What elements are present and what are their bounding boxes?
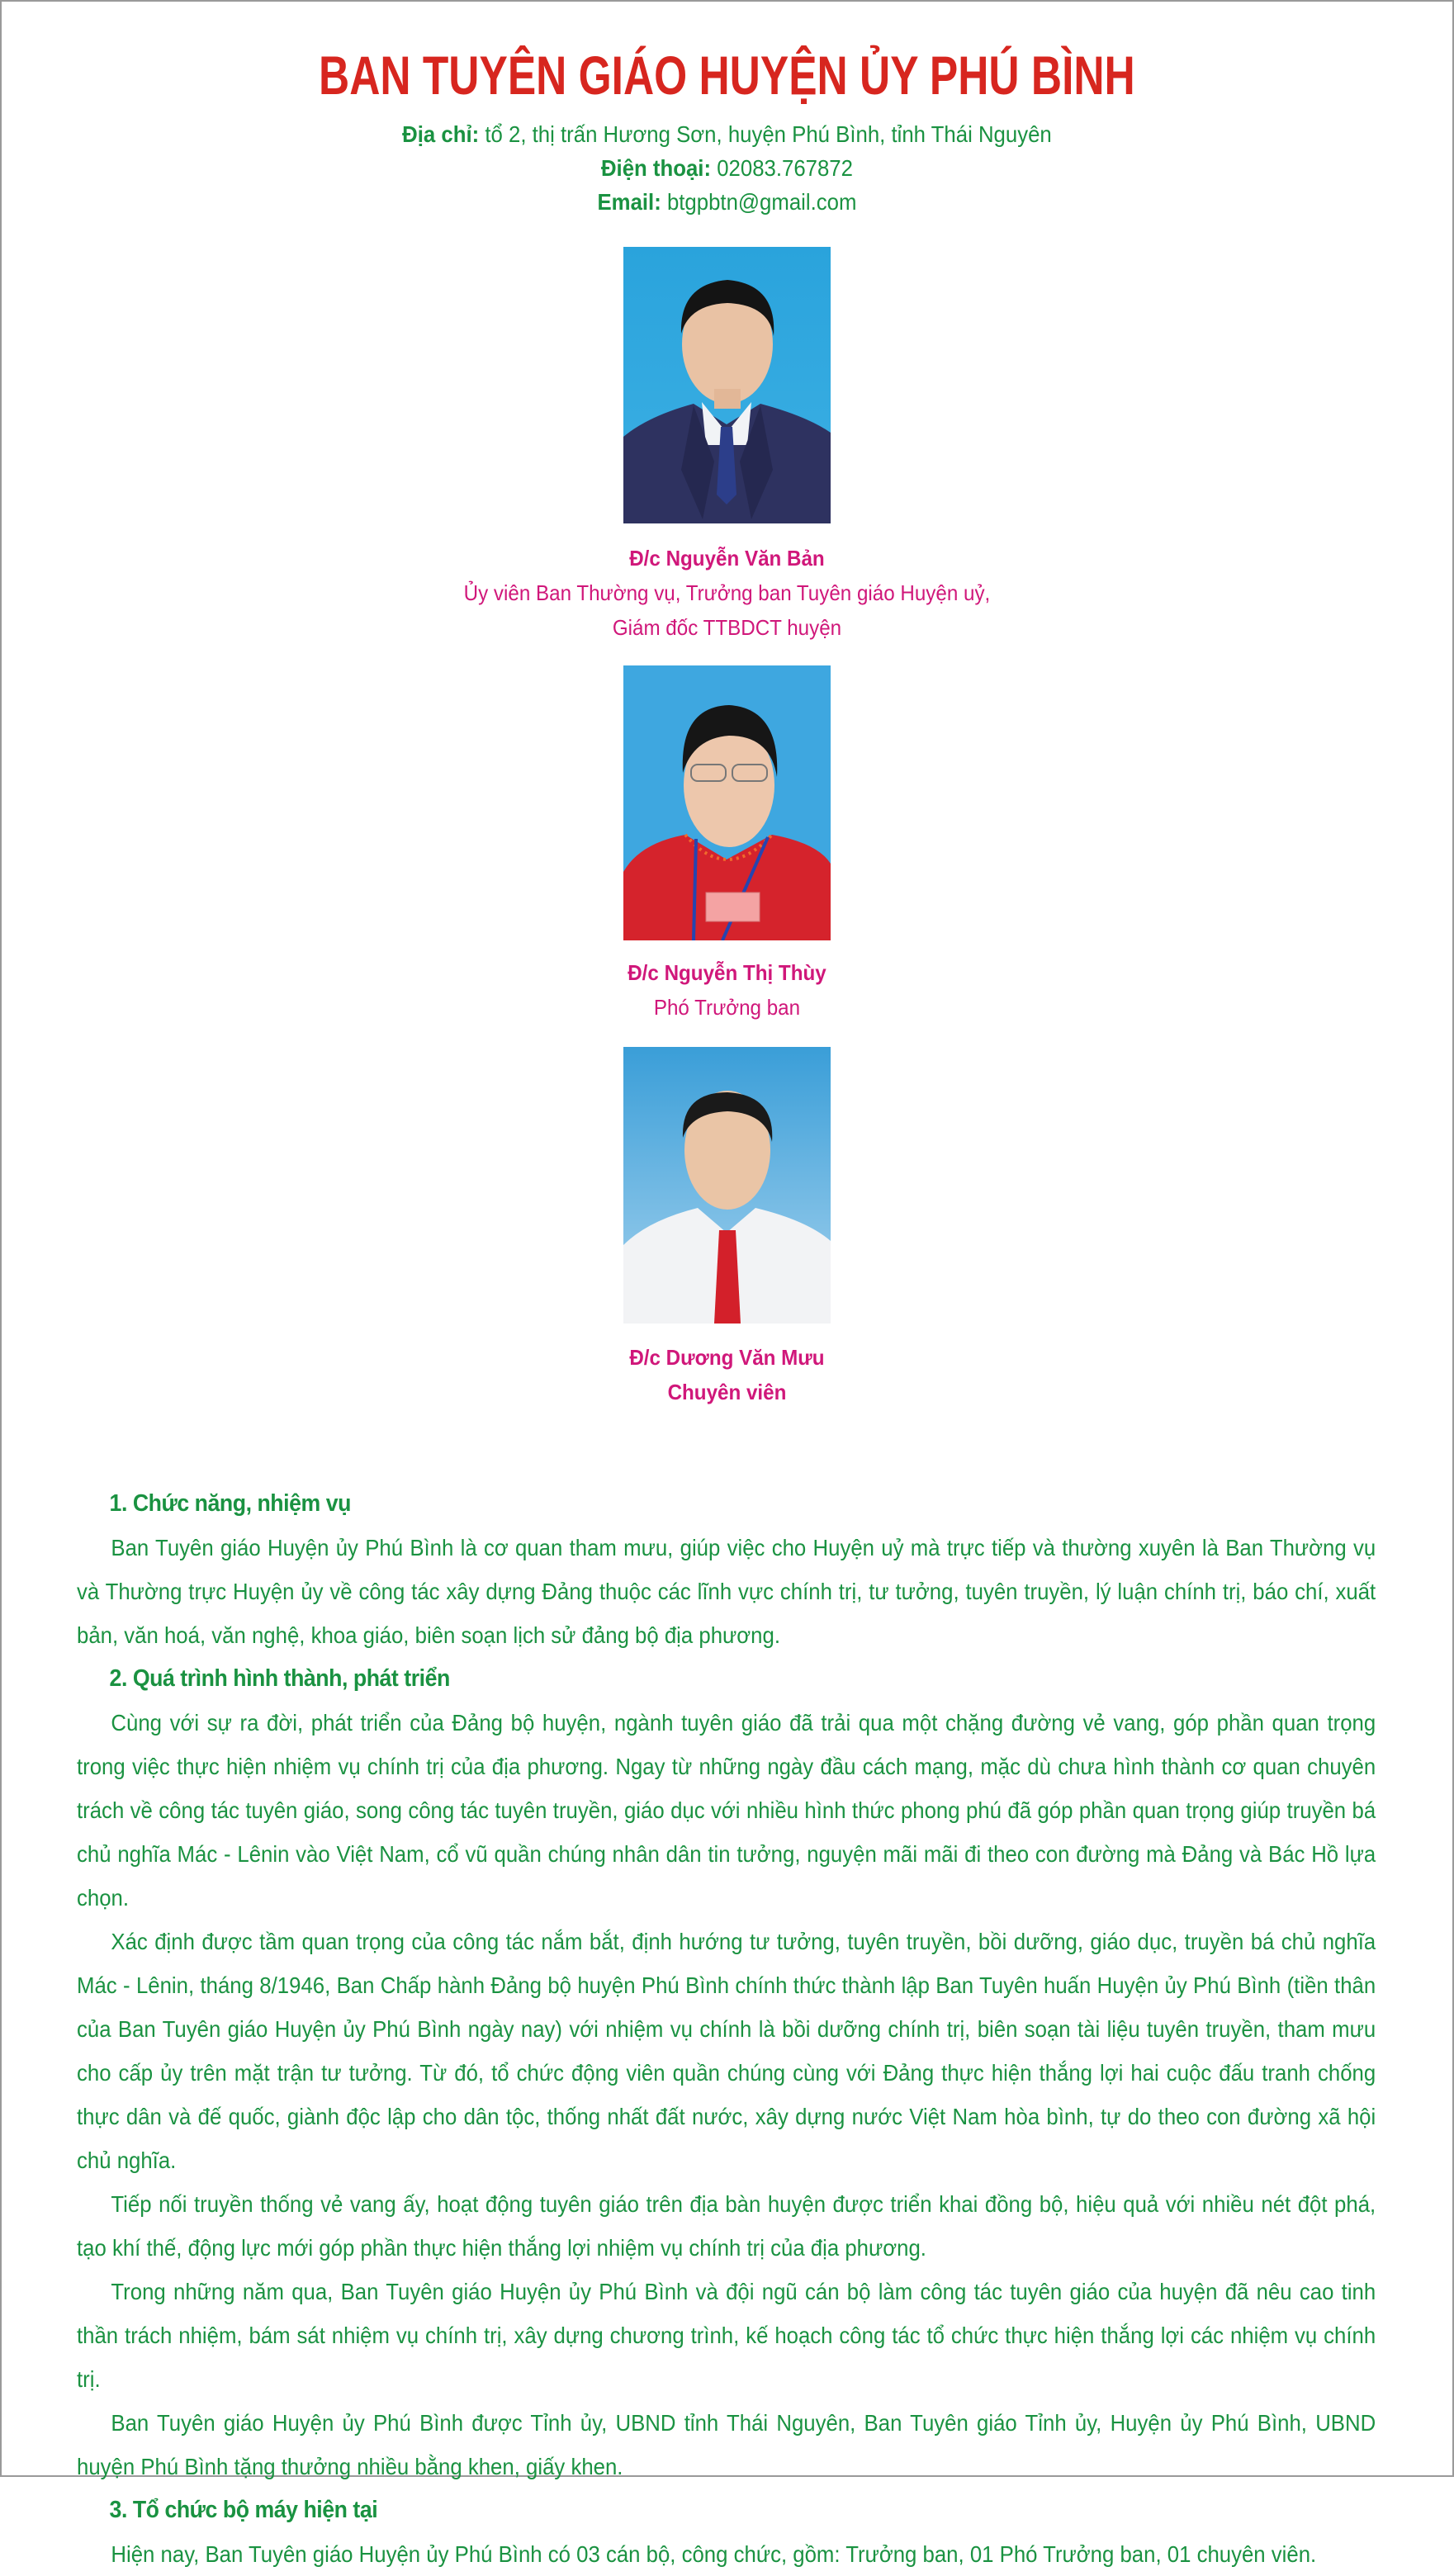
- contact-address: [58, 118, 1395, 151]
- staff-caption-1: [51, 541, 1404, 645]
- phone-value: 02083.767872: [717, 155, 853, 181]
- staff-name: Đ/c Nguyễn Thị Thùy: [628, 960, 826, 985]
- section-heading-1: 1. Chức năng, nhiệm vụ: [109, 1490, 351, 1517]
- staff-photo-2: [623, 665, 831, 940]
- document-body: [77, 1482, 1376, 2576]
- address-label: Địa chỉ:: [402, 121, 480, 147]
- staff-role: Chuyên viên: [667, 1380, 787, 1404]
- section-3-paragraph: Hiện nay, Ban Tuyên giáo Huyện ủy Phú Bình có 03 cán bộ, công chức, gồm: Trưởng ban, 01 Phó Trưởng ban, 01 chuyên viên.: [111, 2541, 1317, 2567]
- staff-photo-3: [623, 1047, 831, 1324]
- section-2-paragraph: Ban Tuyên giáo Huyện ủy Phú Bình được Tỉnh ủy, UBND tỉnh Thái Nguyên, Ban Tuyên giáo Tỉnh ủy, Huyện ủy Phú Bình, UBND huyện Phú Bình tặng thưởng nhiều bằng khen, giấy khen.: [77, 2410, 1376, 2479]
- staff-caption-3: [51, 1340, 1404, 1409]
- section-heading-3: 3. Tổ chức bộ máy hiện tại: [109, 2497, 378, 2523]
- page-title: BAN TUYÊN GIÁO HUYỆN ỦY PHÚ BÌNH: [319, 45, 1135, 106]
- address-value: tổ 2, thị trấn Hương Sơn, huyện Phú Bình, tỉnh Thái Nguyên: [485, 121, 1052, 147]
- section-2-paragraph: Tiếp nối truyền thống vẻ vang ấy, hoạt động tuyên giáo trên địa bàn huyện được triển khai đồng bộ, hiệu quả với nhiều nét đột phá, tạo khí thế, động lực mới góp phần thực hiện thắng lợi nhiệm vụ chính trị của địa phương.: [77, 2191, 1376, 2261]
- portrait-man-red-tie-image: [623, 1047, 831, 1324]
- staff-role: Giám đốc TTBDCT huyện: [612, 615, 842, 640]
- portrait-man-suit-image: [623, 247, 831, 523]
- section-2-paragraph: Cùng với sự ra đời, phát triển của Đảng bộ huyện, ngành tuyên giáo đã trải qua một chặng đường vẻ vang, góp phần quan trọng trong việc thực hiện nhiệm vụ chính trị của địa phương. Ngay từ những ngày đầu cách mạng, mặc dù chưa hình thành cơ quan chuyên trách về công tác tuyên giáo, song công tác tuyên truyền, giáo dục với nhiều hình thức phong phú đã góp phần quan trọng giúp truyền bá chủ nghĩa Mác - Lênin vào Việt Nam, cổ vũ quần chúng nhân dân tin tưởng, nguyện mãi mãi đi theo con đường mà Đảng và Bác Hồ lựa chọn.: [77, 1710, 1376, 1911]
- email-label: Email:: [597, 189, 661, 215]
- section-2-paragraph: Xác định được tầm quan trọng của công tác nắm bắt, định hướng tư tưởng, tuyên truyền, bồi dưỡng, giáo dục, truyền bá chủ nghĩa Mác - Lênin, tháng 8/1946, Ban Chấp hành Đảng bộ huyện Phú Bình chính thức thành lập Ban Tuyên huấn Huyện ủy Phú Bình (tiền thân của Ban Tuyên giáo Huyện ủy Phú Bình ngày nay) với nhiệm vụ chính là bồi dưỡng chính trị, biên soạn tài liệu tuyên truyền, tham mưu cho cấp ủy trên mặt trận tư tưởng. Từ đó, tổ chức động viên quần chúng cùng với Đảng thực hiện thắng lợi hai cuộc đấu tranh chống thực dân và đế quốc, giành độc lập cho dân tộc, thống nhất đất nước, xây dựng nước Việt Nam hòa bình, tự do theo con đường xã hội chủ nghĩa.: [77, 1929, 1376, 2173]
- staff-photo-1: [623, 247, 831, 523]
- portrait-woman-red-image: [623, 665, 831, 940]
- staff-role: Ủy viên Ban Thường vụ, Trưởng ban Tuyên giáo Huyện uỷ,: [463, 580, 991, 605]
- staff-caption-2: [51, 955, 1404, 1025]
- staff-role: Phó Trưởng ban: [653, 995, 801, 1020]
- section-heading-2: 2. Quá trình hình thành, phát triển: [109, 1665, 450, 1692]
- contact-email: [58, 186, 1395, 219]
- phone-label: Điện thoại:: [600, 155, 712, 181]
- section-2-paragraph: Trong những năm qua, Ban Tuyên giáo Huyện ủy Phú Bình và đội ngũ cán bộ làm công tác tuyên giáo của huyện đã nêu cao tinh thần trách nhiệm, bám sát nhiệm vụ chính trị, xây dựng chương trình, kế hoạch công tác tổ chức thực hiện thắng lợi các nhiệm vụ chính trị.: [77, 2279, 1376, 2392]
- contact-phone: [58, 152, 1395, 185]
- staff-name: Đ/c Nguyễn Văn Bản: [629, 546, 825, 571]
- staff-name: Đ/c Dương Văn Mưu: [629, 1345, 825, 1370]
- email-value: btgpbtn@gmail.com: [666, 189, 857, 215]
- section-1-paragraph: Ban Tuyên giáo Huyện ủy Phú Bình là cơ quan tham mưu, giúp việc cho Huyện uỷ mà trực tiếp và thường xuyên là Ban Thường vụ và Thường trực Huyện ủy về công tác xây dựng Đảng thuộc các lĩnh vực chính trị, tư tưởng, tuyên truyền, lý luận chính trị, báo chí, xuất bản, văn hoá, văn nghệ, khoa giáo, biên soạn lịch sử đảng bộ địa phương.: [77, 1535, 1376, 1648]
